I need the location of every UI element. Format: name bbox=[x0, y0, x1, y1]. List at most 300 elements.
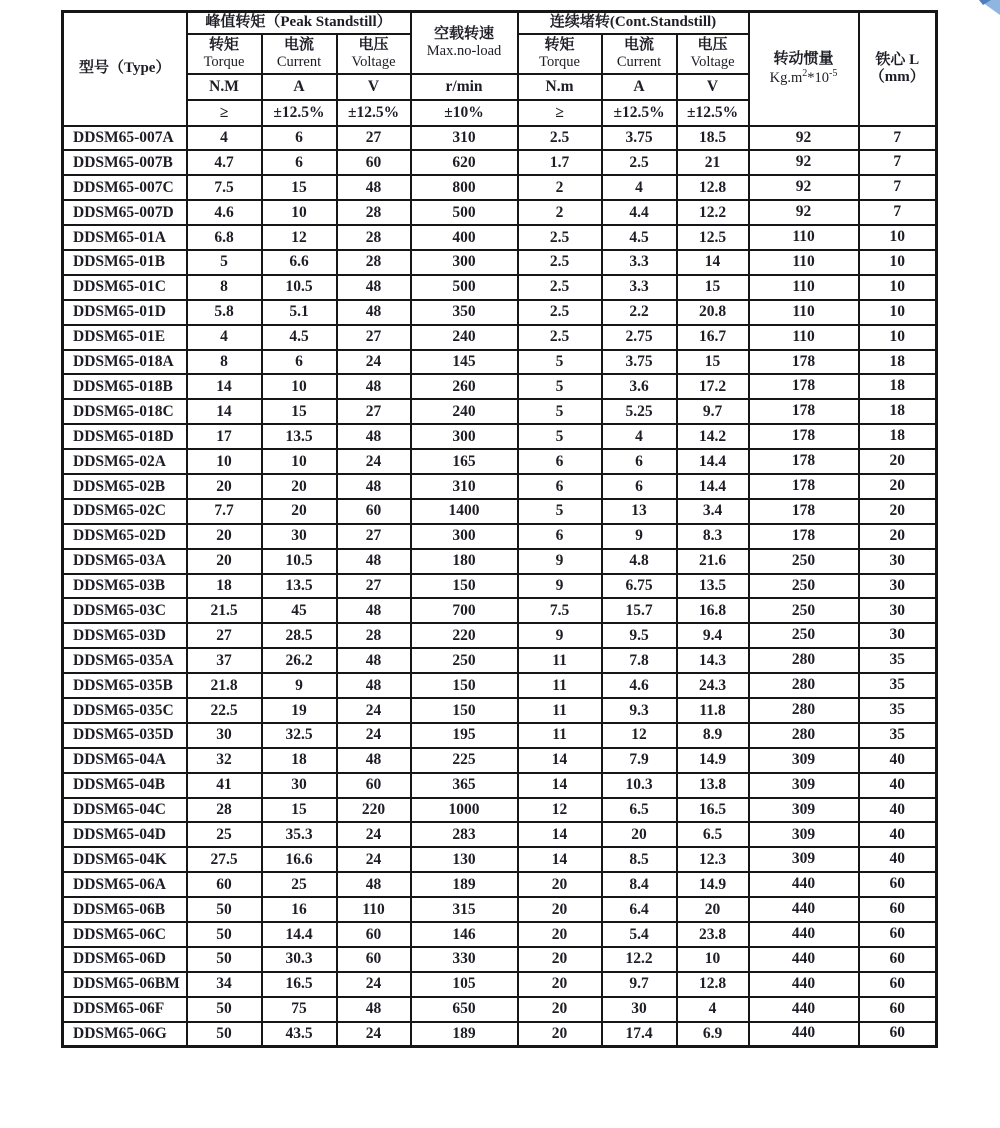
value-cell: 30 bbox=[859, 549, 937, 574]
table-row bbox=[63, 673, 937, 698]
value-cell: 50 bbox=[187, 997, 262, 1022]
tolerance-max-no-load: ±10% bbox=[411, 100, 518, 126]
value-cell: 3.4 bbox=[677, 499, 749, 524]
value-cell: 48 bbox=[337, 748, 411, 773]
value-cell: 11 bbox=[518, 648, 602, 673]
header-group-row bbox=[63, 12, 937, 34]
value-cell: 250 bbox=[749, 574, 859, 599]
table-row bbox=[63, 1022, 937, 1047]
value-cell: 11 bbox=[518, 673, 602, 698]
value-cell: 7.9 bbox=[602, 748, 677, 773]
value-cell: 280 bbox=[749, 673, 859, 698]
value-cell: 32.5 bbox=[262, 723, 337, 748]
value-cell: 35.3 bbox=[262, 822, 337, 847]
value-cell: 18 bbox=[859, 350, 937, 375]
value-cell: 180 bbox=[411, 549, 518, 574]
value-cell: 12.8 bbox=[677, 175, 749, 200]
tolerance-peak-voltage: ±12.5% bbox=[337, 100, 411, 126]
value-cell: 309 bbox=[749, 822, 859, 847]
col-header-peak-torque: 转矩 Torque bbox=[187, 34, 262, 74]
type-cell: DDSM65-01E bbox=[63, 325, 187, 350]
peak-group-label: 峰值转矩（Peak Standstill） bbox=[205, 14, 392, 31]
value-cell: 10.3 bbox=[602, 773, 677, 798]
table-row bbox=[63, 773, 937, 798]
value-cell: 24 bbox=[337, 698, 411, 723]
value-cell: 4.7 bbox=[187, 150, 262, 175]
value-cell: 10 bbox=[262, 374, 337, 399]
value-cell: 15 bbox=[262, 399, 337, 424]
value-cell: 220 bbox=[337, 798, 411, 823]
value-cell: 6.5 bbox=[677, 822, 749, 847]
value-cell: 48 bbox=[337, 598, 411, 623]
value-cell: 189 bbox=[411, 1022, 518, 1047]
table-row bbox=[63, 250, 937, 275]
table-row bbox=[63, 225, 937, 250]
type-cell: DDSM65-03B bbox=[63, 574, 187, 599]
value-cell: 178 bbox=[749, 424, 859, 449]
value-cell: 6 bbox=[518, 474, 602, 499]
value-cell: 130 bbox=[411, 847, 518, 872]
value-cell: 60 bbox=[859, 1022, 937, 1047]
value-cell: 35 bbox=[859, 723, 937, 748]
unit-peak-current: A bbox=[262, 74, 337, 100]
value-cell: 60 bbox=[859, 997, 937, 1022]
value-cell: 60 bbox=[859, 947, 937, 972]
type-cell: DDSM65-018C bbox=[63, 399, 187, 424]
inertia-unit: $Kg.m^2*10^{-5}$ bbox=[769, 68, 838, 86]
value-cell: 12.8 bbox=[677, 972, 749, 997]
value-cell: 2.2 bbox=[602, 300, 677, 325]
value-cell: 9.3 bbox=[602, 698, 677, 723]
type-cell: DDSM65-06B bbox=[63, 897, 187, 922]
value-cell: 13.8 bbox=[677, 773, 749, 798]
value-cell: 178 bbox=[749, 474, 859, 499]
value-cell: 9.7 bbox=[602, 972, 677, 997]
type-cell: DDSM65-01C bbox=[63, 275, 187, 300]
value-cell: 620 bbox=[411, 150, 518, 175]
value-cell: 24 bbox=[337, 822, 411, 847]
value-cell: 110 bbox=[749, 225, 859, 250]
value-cell: 30 bbox=[859, 574, 937, 599]
table-row bbox=[63, 798, 937, 823]
value-cell: 10 bbox=[262, 449, 337, 474]
value-cell: 20.8 bbox=[677, 300, 749, 325]
table-row bbox=[63, 449, 937, 474]
table-row bbox=[63, 598, 937, 623]
table-row bbox=[63, 150, 937, 175]
value-cell: 10 bbox=[859, 250, 937, 275]
table-row bbox=[63, 748, 937, 773]
value-cell: 60 bbox=[187, 872, 262, 897]
inertia-label-zh: 转动惯量 bbox=[773, 50, 834, 67]
value-cell: 12 bbox=[518, 798, 602, 823]
type-cell: DDSM65-01D bbox=[63, 300, 187, 325]
value-cell: 7.7 bbox=[187, 499, 262, 524]
value-cell: 6 bbox=[262, 126, 337, 151]
value-cell: 27 bbox=[337, 325, 411, 350]
value-cell: 300 bbox=[411, 424, 518, 449]
value-cell: 60 bbox=[859, 972, 937, 997]
value-cell: 6.6 bbox=[262, 250, 337, 275]
value-cell: 21.6 bbox=[677, 549, 749, 574]
value-cell: 24 bbox=[337, 847, 411, 872]
value-cell: 48 bbox=[337, 997, 411, 1022]
value-cell: 60 bbox=[337, 773, 411, 798]
value-cell: 30 bbox=[187, 723, 262, 748]
value-cell: 3.3 bbox=[602, 250, 677, 275]
value-cell: 800 bbox=[411, 175, 518, 200]
value-cell: 7 bbox=[859, 150, 937, 175]
value-cell: 5 bbox=[518, 499, 602, 524]
core-unit: （mm） bbox=[869, 68, 925, 85]
value-cell: 5 bbox=[518, 374, 602, 399]
value-cell: 2.5 bbox=[518, 325, 602, 350]
value-cell: 8 bbox=[187, 275, 262, 300]
value-cell: 4.5 bbox=[262, 325, 337, 350]
unit-cont-torque: N.m bbox=[518, 74, 602, 100]
value-cell: 6 bbox=[518, 449, 602, 474]
value-cell: 60 bbox=[337, 150, 411, 175]
value-cell: 7 bbox=[859, 175, 937, 200]
unit-cont-voltage: V bbox=[677, 74, 749, 100]
value-cell: 6 bbox=[262, 150, 337, 175]
tolerance-cont-torque: ≥ bbox=[518, 100, 602, 126]
value-cell: 27 bbox=[337, 524, 411, 549]
value-cell: 14.4 bbox=[262, 922, 337, 947]
value-cell: 24 bbox=[337, 1022, 411, 1047]
value-cell: 14.3 bbox=[677, 648, 749, 673]
table-row bbox=[63, 822, 937, 847]
value-cell: 60 bbox=[337, 499, 411, 524]
value-cell: 18 bbox=[859, 374, 937, 399]
value-cell: 48 bbox=[337, 872, 411, 897]
value-cell: 178 bbox=[749, 499, 859, 524]
table-row bbox=[63, 872, 937, 897]
value-cell: 11.8 bbox=[677, 698, 749, 723]
value-cell: 14 bbox=[187, 374, 262, 399]
value-cell: 13.5 bbox=[262, 424, 337, 449]
value-cell: 6 bbox=[518, 524, 602, 549]
type-cell: DDSM65-035C bbox=[63, 698, 187, 723]
col-header-peak-voltage: 电压 Voltage bbox=[337, 34, 411, 74]
col-header-inertia bbox=[749, 12, 859, 126]
type-cell: DDSM65-04D bbox=[63, 822, 187, 847]
value-cell: 50 bbox=[187, 897, 262, 922]
value-cell: 3.3 bbox=[602, 275, 677, 300]
value-cell: 12.5 bbox=[677, 225, 749, 250]
value-cell: 9.4 bbox=[677, 623, 749, 648]
value-cell: 18.5 bbox=[677, 126, 749, 151]
value-cell: 12.2 bbox=[602, 947, 677, 972]
value-cell: 2.5 bbox=[518, 250, 602, 275]
value-cell: 34 bbox=[187, 972, 262, 997]
type-cell: DDSM65-018D bbox=[63, 424, 187, 449]
col-header-peak-current: 电流 Current bbox=[262, 34, 337, 74]
value-cell: 10 bbox=[859, 275, 937, 300]
value-cell: 220 bbox=[411, 623, 518, 648]
value-cell: 110 bbox=[749, 250, 859, 275]
value-cell: 440 bbox=[749, 922, 859, 947]
value-cell: 30 bbox=[859, 623, 937, 648]
value-cell: 110 bbox=[337, 897, 411, 922]
value-cell: 28 bbox=[337, 623, 411, 648]
value-cell: 27.5 bbox=[187, 847, 262, 872]
value-cell: 24 bbox=[337, 350, 411, 375]
value-cell: 17.4 bbox=[602, 1022, 677, 1047]
value-cell: 250 bbox=[749, 623, 859, 648]
type-cell: DDSM65-02D bbox=[63, 524, 187, 549]
value-cell: 315 bbox=[411, 897, 518, 922]
value-cell: 24.3 bbox=[677, 673, 749, 698]
type-cell: DDSM65-035A bbox=[63, 648, 187, 673]
value-cell: 37 bbox=[187, 648, 262, 673]
value-cell: 18 bbox=[859, 399, 937, 424]
value-cell: 24 bbox=[337, 723, 411, 748]
value-cell: 14 bbox=[518, 822, 602, 847]
value-cell: 309 bbox=[749, 798, 859, 823]
type-cell: DDSM65-06F bbox=[63, 997, 187, 1022]
value-cell: 280 bbox=[749, 698, 859, 723]
value-cell: 60 bbox=[859, 872, 937, 897]
value-cell: 4 bbox=[602, 175, 677, 200]
table-row bbox=[63, 698, 937, 723]
value-cell: 16.7 bbox=[677, 325, 749, 350]
table-row bbox=[63, 897, 937, 922]
value-cell: 250 bbox=[749, 598, 859, 623]
value-cell: 9 bbox=[518, 574, 602, 599]
value-cell: 10 bbox=[859, 325, 937, 350]
value-cell: 110 bbox=[749, 275, 859, 300]
value-cell: 20 bbox=[518, 947, 602, 972]
value-cell: 60 bbox=[337, 922, 411, 947]
table-row bbox=[63, 648, 937, 673]
value-cell: 60 bbox=[859, 897, 937, 922]
value-cell: 30 bbox=[262, 524, 337, 549]
value-cell: 310 bbox=[411, 126, 518, 151]
value-cell: 1400 bbox=[411, 499, 518, 524]
table-row bbox=[63, 997, 937, 1022]
value-cell: 178 bbox=[749, 449, 859, 474]
value-cell: 40 bbox=[859, 822, 937, 847]
value-cell: 700 bbox=[411, 598, 518, 623]
noload-label-en: Max.no-load bbox=[426, 43, 502, 60]
value-cell: 2.5 bbox=[518, 225, 602, 250]
value-cell: 20 bbox=[262, 499, 337, 524]
col-header-cont-torque: 转矩 Torque bbox=[518, 34, 602, 74]
value-cell: 20 bbox=[518, 972, 602, 997]
value-cell: 9 bbox=[262, 673, 337, 698]
value-cell: 16 bbox=[262, 897, 337, 922]
value-cell: 225 bbox=[411, 748, 518, 773]
value-cell: 500 bbox=[411, 200, 518, 225]
type-cell: DDSM65-02B bbox=[63, 474, 187, 499]
value-cell: 22.5 bbox=[187, 698, 262, 723]
value-cell: 30.3 bbox=[262, 947, 337, 972]
value-cell: 12.3 bbox=[677, 847, 749, 872]
value-cell: 23.8 bbox=[677, 922, 749, 947]
type-cell: DDSM65-007B bbox=[63, 150, 187, 175]
value-cell: 9.7 bbox=[677, 399, 749, 424]
value-cell: 13.5 bbox=[262, 574, 337, 599]
table-row bbox=[63, 524, 937, 549]
col-header-cont-current: 电流 Current bbox=[602, 34, 677, 74]
value-cell: 440 bbox=[749, 947, 859, 972]
value-cell: 27 bbox=[337, 574, 411, 599]
value-cell: 16.8 bbox=[677, 598, 749, 623]
value-cell: 4.8 bbox=[602, 549, 677, 574]
value-cell: 10 bbox=[187, 449, 262, 474]
value-cell: 40 bbox=[859, 773, 937, 798]
table-row bbox=[63, 350, 937, 375]
value-cell: 10.5 bbox=[262, 275, 337, 300]
type-cell: DDSM65-01A bbox=[63, 225, 187, 250]
value-cell: 9 bbox=[518, 623, 602, 648]
type-cell: DDSM65-035D bbox=[63, 723, 187, 748]
value-cell: 178 bbox=[749, 524, 859, 549]
value-cell: 20 bbox=[518, 922, 602, 947]
value-cell: 20 bbox=[518, 1022, 602, 1047]
type-cell: DDSM65-06G bbox=[63, 1022, 187, 1047]
value-cell: 20 bbox=[518, 897, 602, 922]
value-cell: 20 bbox=[518, 872, 602, 897]
table-row bbox=[63, 922, 937, 947]
value-cell: 14 bbox=[518, 773, 602, 798]
value-cell: 20 bbox=[187, 549, 262, 574]
value-cell: 14.2 bbox=[677, 424, 749, 449]
value-cell: 5.25 bbox=[602, 399, 677, 424]
value-cell: 13 bbox=[602, 499, 677, 524]
value-cell: 60 bbox=[337, 947, 411, 972]
value-cell: 14.4 bbox=[677, 474, 749, 499]
value-cell: 10 bbox=[859, 300, 937, 325]
value-cell: 6.75 bbox=[602, 574, 677, 599]
table-row bbox=[63, 374, 937, 399]
value-cell: 9 bbox=[518, 549, 602, 574]
value-cell: 18 bbox=[262, 748, 337, 773]
table-row bbox=[63, 499, 937, 524]
value-cell: 7.5 bbox=[187, 175, 262, 200]
value-cell: 250 bbox=[749, 549, 859, 574]
value-cell: 17 bbox=[187, 424, 262, 449]
value-cell: 30 bbox=[602, 997, 677, 1022]
value-cell: 16.5 bbox=[262, 972, 337, 997]
value-cell: 150 bbox=[411, 574, 518, 599]
value-cell: 75 bbox=[262, 997, 337, 1022]
value-cell: 28 bbox=[187, 798, 262, 823]
value-cell: 4 bbox=[677, 997, 749, 1022]
value-cell: 500 bbox=[411, 275, 518, 300]
value-cell: 11 bbox=[518, 698, 602, 723]
value-cell: 5.1 bbox=[262, 300, 337, 325]
value-cell: 27 bbox=[337, 399, 411, 424]
type-cell: DDSM65-06A bbox=[63, 872, 187, 897]
type-cell: DDSM65-035B bbox=[63, 673, 187, 698]
value-cell: 20 bbox=[602, 822, 677, 847]
value-cell: 19 bbox=[262, 698, 337, 723]
value-cell: 24 bbox=[337, 449, 411, 474]
value-cell: 50 bbox=[187, 947, 262, 972]
col-group-peak-standstill bbox=[187, 12, 411, 34]
value-cell: 60 bbox=[859, 922, 937, 947]
type-cell: DDSM65-03D bbox=[63, 623, 187, 648]
value-cell: 27 bbox=[187, 623, 262, 648]
value-cell: 15 bbox=[677, 350, 749, 375]
value-cell: 20 bbox=[518, 997, 602, 1022]
value-cell: 6 bbox=[602, 449, 677, 474]
value-cell: 35 bbox=[859, 648, 937, 673]
value-cell: 28 bbox=[337, 250, 411, 275]
value-cell: 250 bbox=[411, 648, 518, 673]
value-cell: 6 bbox=[262, 350, 337, 375]
value-cell: 440 bbox=[749, 1022, 859, 1047]
value-cell: 16.5 bbox=[677, 798, 749, 823]
value-cell: 240 bbox=[411, 399, 518, 424]
type-cell: DDSM65-04A bbox=[63, 748, 187, 773]
value-cell: 178 bbox=[749, 399, 859, 424]
value-cell: 20 bbox=[859, 449, 937, 474]
value-cell: 25 bbox=[262, 872, 337, 897]
value-cell: 7.8 bbox=[602, 648, 677, 673]
tolerance-peak-current: ±12.5% bbox=[262, 100, 337, 126]
value-cell: 5 bbox=[518, 399, 602, 424]
table-row bbox=[63, 275, 937, 300]
value-cell: 24 bbox=[337, 972, 411, 997]
value-cell: 20 bbox=[262, 474, 337, 499]
value-cell: 7 bbox=[859, 126, 937, 151]
value-cell: 21 bbox=[677, 150, 749, 175]
value-cell: 280 bbox=[749, 723, 859, 748]
value-cell: 48 bbox=[337, 374, 411, 399]
type-cell: DDSM65-03A bbox=[63, 549, 187, 574]
col-group-cont-standstill bbox=[518, 12, 749, 34]
type-cell: DDSM65-04C bbox=[63, 798, 187, 823]
value-cell: 43.5 bbox=[262, 1022, 337, 1047]
core-label-zh: 铁心 L bbox=[875, 51, 920, 68]
cont-group-label: 连续堵转(Cont.Standstill) bbox=[549, 14, 717, 31]
value-cell: 9 bbox=[602, 524, 677, 549]
col-header-max-no-load bbox=[411, 12, 518, 74]
value-cell: 12 bbox=[602, 723, 677, 748]
table-row bbox=[63, 549, 937, 574]
value-cell: 16.6 bbox=[262, 847, 337, 872]
value-cell: 14.9 bbox=[677, 748, 749, 773]
value-cell: 20 bbox=[859, 524, 937, 549]
unit-cont-current: A bbox=[602, 74, 677, 100]
value-cell: 8.9 bbox=[677, 723, 749, 748]
value-cell: 26.2 bbox=[262, 648, 337, 673]
type-cell: DDSM65-018B bbox=[63, 374, 187, 399]
type-cell: DDSM65-04B bbox=[63, 773, 187, 798]
value-cell: 48 bbox=[337, 474, 411, 499]
value-cell: 300 bbox=[411, 524, 518, 549]
value-cell: 2.5 bbox=[602, 150, 677, 175]
unit-peak-voltage: V bbox=[337, 74, 411, 100]
value-cell: 4.4 bbox=[602, 200, 677, 225]
value-cell: 3.75 bbox=[602, 126, 677, 151]
value-cell: 309 bbox=[749, 773, 859, 798]
value-cell: 2.75 bbox=[602, 325, 677, 350]
value-cell: 4.6 bbox=[187, 200, 262, 225]
value-cell: 4 bbox=[187, 325, 262, 350]
type-cell: DDSM65-018A bbox=[63, 350, 187, 375]
table-row bbox=[63, 399, 937, 424]
type-cell: DDSM65-06BM bbox=[63, 972, 187, 997]
table-row bbox=[63, 947, 937, 972]
value-cell: 20 bbox=[677, 897, 749, 922]
value-cell: 8.5 bbox=[602, 847, 677, 872]
value-cell: 110 bbox=[749, 300, 859, 325]
value-cell: 310 bbox=[411, 474, 518, 499]
